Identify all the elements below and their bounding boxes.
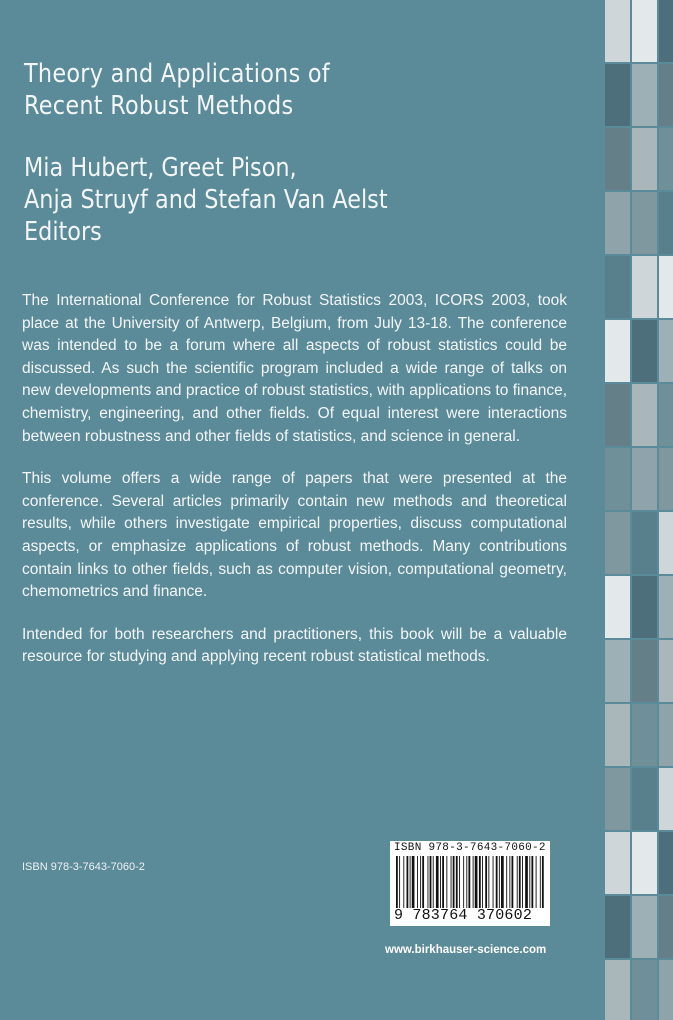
mosaic-tile — [659, 960, 673, 1020]
mosaic-tile — [632, 640, 657, 702]
mosaic-tile — [605, 256, 630, 318]
book-title — [24, 58, 330, 122]
mosaic-tile — [605, 192, 630, 254]
mosaic-tile — [605, 320, 630, 382]
mosaic-tile — [659, 704, 673, 766]
mosaic-tile — [659, 384, 673, 446]
mosaic-tile — [632, 576, 657, 638]
mosaic-tile — [632, 960, 657, 1020]
mosaic-tile — [659, 192, 673, 254]
mosaic-tile — [659, 448, 673, 510]
mosaic-tile — [632, 768, 657, 830]
mosaic-tile — [605, 832, 630, 894]
blurb-paragraph-1: The International Conference for Robust Statistics 2003, ICORS 2003, took place at the University of Antwerp, Belgium, from July 13-18. The conference was intended to be a forum where all aspects of robust statistics could be discussed. As such the scientific program included a wide range of talks on new developments and practice of robust statistics, with applications to finance, chemistry, engineering, and other fields. Of equal interest were interactions between robustness and other fields of statistics, and science in general. — [22, 292, 567, 445]
editors-block — [24, 152, 388, 248]
mosaic-tile — [632, 704, 657, 766]
mosaic-tile — [605, 768, 630, 830]
mosaic-tile — [632, 896, 657, 958]
mosaic-tile — [605, 576, 630, 638]
mosaic-tile — [605, 896, 630, 958]
barcode-bars — [394, 856, 546, 908]
barcode — [390, 841, 550, 926]
editors-line-3: Editors — [24, 217, 102, 247]
blurb-paragraph-3: Intended for both researchers and practitioners, this book will be a valuable resource for studying and applying recent robust statistical methods. — [22, 625, 567, 666]
mosaic-tile — [632, 192, 657, 254]
mosaic-tile — [632, 320, 657, 382]
blurb-paragraph-2: This volume offers a wide range of papers that were presented at the conference. Several articles primarily contain new methods and theoretical results, while others investigate empirical properties, discuss computational aspects, or emphasize applications of robust methods. Many contributions contain links to other fields, such as computer vision, computational geometry, chemometrics and finance. — [22, 470, 567, 601]
mosaic-tile — [605, 960, 630, 1020]
mosaic-tile — [659, 768, 673, 830]
mosaic-tile — [659, 256, 673, 318]
mosaic-tile — [659, 832, 673, 894]
mosaic-tile — [632, 128, 657, 190]
mosaic-tile — [659, 896, 673, 958]
mosaic-tile — [659, 128, 673, 190]
publisher-website: www.birkhauser-science.com — [385, 944, 547, 956]
mosaic-tile — [659, 64, 673, 126]
title-line-2: Recent Robust Methods — [24, 91, 294, 121]
mosaic-tile — [659, 576, 673, 638]
decorative-mosaic — [605, 0, 673, 1020]
barcode-digits: 9 783764 370602 — [394, 907, 533, 924]
mosaic-tile — [632, 256, 657, 318]
mosaic-tile — [632, 384, 657, 446]
mosaic-tile — [605, 64, 630, 126]
editors-line-1: Mia Hubert, Greet Pison, — [24, 153, 297, 183]
mosaic-tile — [605, 0, 630, 62]
mosaic-tile — [632, 512, 657, 574]
blurb — [22, 290, 567, 689]
mosaic-tile — [605, 128, 630, 190]
editors-line-2: Anja Struyf and Stefan Van Aelst — [24, 185, 388, 215]
mosaic-tile — [659, 640, 673, 702]
mosaic-tile — [605, 640, 630, 702]
mosaic-tile — [659, 320, 673, 382]
mosaic-tile — [659, 0, 673, 62]
title-line-1: Theory and Applications of — [24, 59, 330, 89]
mosaic-tile — [605, 448, 630, 510]
mosaic-tile — [605, 512, 630, 574]
mosaic-tile — [632, 64, 657, 126]
mosaic-tile — [605, 704, 630, 766]
isbn-text: ISBN 978-3-7643-7060-2 — [22, 861, 145, 873]
mosaic-tile — [659, 512, 673, 574]
mosaic-tile — [632, 0, 657, 62]
mosaic-tile — [632, 448, 657, 510]
mosaic-tile — [605, 384, 630, 446]
barcode-isbn-label: ISBN 978-3-7643-7060-2 — [394, 842, 546, 854]
mosaic-tile — [632, 832, 657, 894]
